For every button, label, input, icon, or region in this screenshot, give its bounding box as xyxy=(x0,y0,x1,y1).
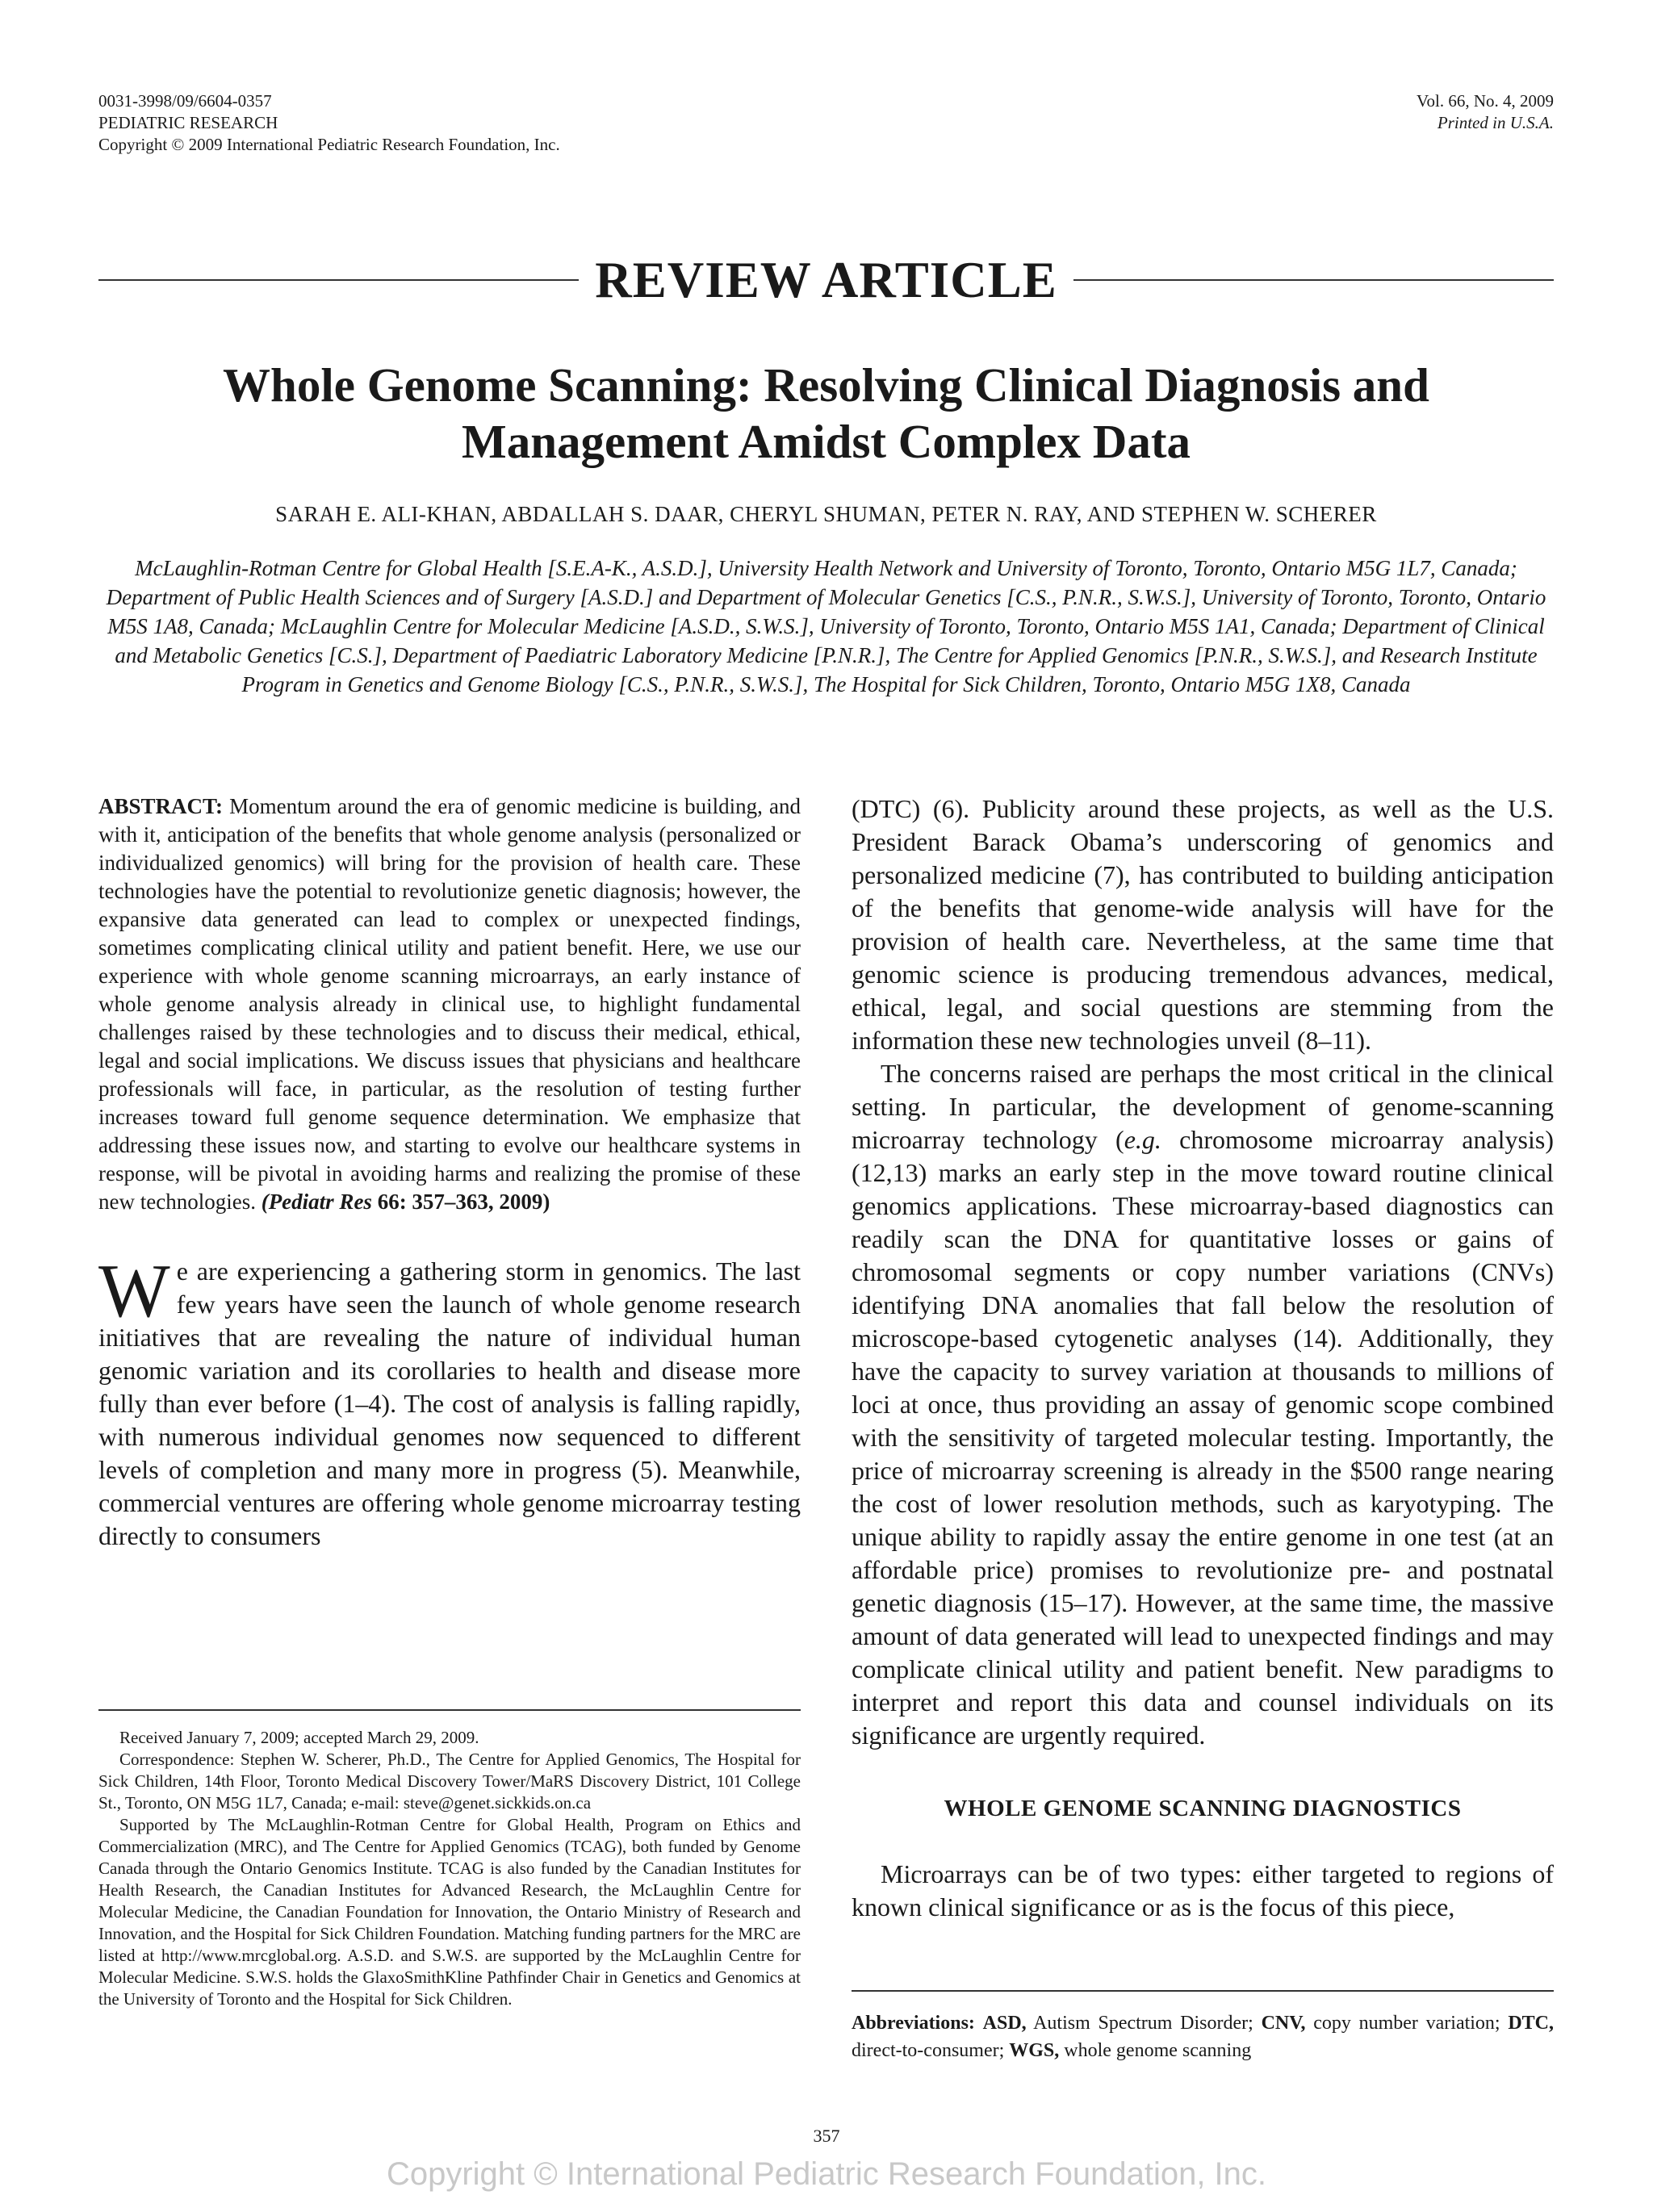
body-paragraph-1: (DTC) (6). Publicity around these projects, as well as the U.S. President Barack Obama’s underscoring of genomics and personalized medicine (7), has contributed to building anticipation of the benefits that genome-wide analysis will have for the provision of health care. Nevertheless, at the same time that genomic science is producing tremendous advances, medical, ethical, legal, and social questions are stemming from the information these new technologies unveil (8–11). xyxy=(852,794,1554,1055)
abbr-cnv: CNV, xyxy=(1261,2013,1306,2034)
drop-cap: W xyxy=(98,1249,170,1333)
abstract xyxy=(98,792,801,1216)
affiliations: McLaughlin-Rotman Centre for Global Health [S.E.A-K., A.S.D.], University Health Network and University of Toronto, Toronto, Ontario M5G 1L7, Canada; Department of Public Health Sciences and of Surgery [A.S.D.] and Department of Molecular Genetics [C.S., P.N.R., S.W.S.], University of Toronto, Toronto, Ontario M5S 1A8, Canada; McLaughlin Centre for Molecular Medicine [A.S.D., S.W.S.], University of Toronto, Toronto, Ontario M5S 1A1, Canada; Department of Clinical and Metabolic Genetics [C.S.], Department of Paediatric Laboratory Medicine [P.N.R.], The Centre for Applied Genomics [P.N.R., S.W.S.], and Research Institute Program in Genetics and Genome Biology [C.S., P.N.R., S.W.S.], The Hospital for Sick Children, Toronto, Ontario M5G 1X8, Canada xyxy=(106,556,1546,696)
citation-journal: (Pediatr Res xyxy=(261,1190,372,1214)
abbr-wgs-def: whole genome scanning xyxy=(1059,2040,1252,2061)
body-paragraph-2 xyxy=(852,1057,1554,1752)
abbreviations-label: Abbreviations: xyxy=(852,2013,975,2034)
paragraph-2-text-a: The concerns raised are perhaps the most critical in the clinical setting. In particular, the development of genome-scanning microarray technology ( xyxy=(852,1059,1554,1154)
paragraph-2-text-b: chromosome microarray analysis) (12,13) marks an early step in the move toward routine clinical genomics applications. These microarray-based diagnostics can readily scan the DNA for quantitative losses or gains of chromosomal segments or copy number variations (CNVs) identifying DNA anomalies that fall below the resolution of microscope-based cytogenetic analyses (14). Additionally, they have the capacity to survey variation at thousands to millions of loci at once, thus providing an assay of genomic scope combined with the sensitivity of targeted molecular testing. Importantly, the price of microarray screening is already in the $500 range nearing the cost of lower resolution methods, such as karyotyping. The unique ability to rapidly assay the entire genome in one test (at an affordable price) promises to revolutionize pre- and postnatal genetic diagnosis (15–17). However, at the same time, the massive amount of data generated will lead to unexpected findings and may complicate clinical utility and patient benefit. New paradigms to interpret and report this data and counsel individuals on its significance are urgently required. xyxy=(852,1125,1555,1750)
author-list: SARAH E. ALI-KHAN, ABDALLAH S. DAAR, CHERYL SHUMAN, PETER N. RAY, AND STEPHEN W. SCHERER xyxy=(275,502,1377,526)
footnote-received: Received January 7, 2009; accepted March 29, 2009. xyxy=(119,1728,479,1747)
intro-text: e are experiencing a gathering storm in genomics. The last few years have seen the launch of whole genome research initiatives that are revealing the nature of individual human genomic variation and its corollaries to health and disease more fully than ever before (1–4). The cost of analysis is falling rapidly, with numerous individual genomes now sequenced to different levels of completion and many more in progress (5). Meanwhile, commercial ventures are offering whole genome microarray testing directly to consumers xyxy=(98,1257,801,1550)
section-heading: WHOLE GENOME SCANNING DIAGNOSTICS xyxy=(944,1796,1462,1821)
left-column xyxy=(98,792,801,1553)
title-line-2: Management Amidst Complex Data xyxy=(462,415,1191,468)
printed-in: Printed in U.S.A. xyxy=(1437,113,1554,132)
paragraph-2-eg: e.g. xyxy=(1124,1125,1161,1154)
abbr-wgs: WGS, xyxy=(1009,2040,1060,2061)
article-title xyxy=(98,357,1554,470)
citation-details: 66: 357–363, 2009) xyxy=(377,1190,550,1214)
footnote-rule xyxy=(98,1709,801,1711)
running-header-right xyxy=(1417,90,1554,134)
abbreviations xyxy=(852,2009,1554,2064)
footnote-support: Supported by The McLaughlin-Rotman Centre for Global Health, Program on Ethics and Commercialization (MRC), and The Centre for Applied Genomics (TCAG), both funded by Genome Canada through the Ontario Genomics Institute. TCAG is also funded by the Canadian Institutes for Health Research, the Canadian Institutes for Advanced Research, the McLaughlin Centre for Molecular Medicine, the Canadian Foundation for Innovation, the Ontario Ministry of Research and Innovation, and the Hospital for Sick Children Foundation. Matching funding partners for the MRC are listed at http://www.mrcglobal.org. A.S.D. and S.W.S. are supported by the McLaughlin Centre for Molecular Medicine. S.W.S. holds the GlaxoSmithKline Pathfinder Chair in Genetics and Genomics at the University of Toronto and the Hospital for Sick Children. xyxy=(98,1815,801,2009)
right-column xyxy=(852,792,1554,1924)
abstract-label: ABSTRACT: xyxy=(98,794,224,818)
abbr-dtc-def: direct-to-consumer; xyxy=(852,2040,1010,2061)
footnote-correspondence: Correspondence: Stephen W. Scherer, Ph.D., The Centre for Applied Genomics, The Hospital for Sick Children, 14th Floor, Toronto Medical Discovery Tower/MaRS Discovery District, 101 College St., Toronto, ON M5G 1L7, Canada; e-mail: steve@genet.sickkids.on.ca xyxy=(98,1750,801,1813)
page-number: 357 xyxy=(813,2126,840,2146)
intro-paragraph xyxy=(98,1249,801,1553)
abstract-citation xyxy=(262,1190,550,1214)
abbr-asd: ASD, xyxy=(982,2013,1027,2034)
article-type: REVIEW ARTICLE xyxy=(595,251,1057,308)
abbreviations-box xyxy=(852,1990,1554,2064)
copyright-watermark: Copyright © International Pediatric Research Foundation, Inc. xyxy=(386,2156,1267,2192)
body-paragraph-3: Microarrays can be of two types: either targeted to regions of known clinical significance or as is the focus of this piece, xyxy=(852,1859,1554,1921)
banner-rule-left xyxy=(98,279,579,281)
volume-issue: Vol. 66, No. 4, 2009 xyxy=(1417,91,1554,111)
title-line-1: Whole Genome Scanning: Resolving Clinical Diagnosis and xyxy=(223,358,1429,412)
banner-rule-right xyxy=(1073,279,1554,281)
issn-code: 0031-3998/09/6604-0357 xyxy=(98,91,272,111)
abbreviations-rule xyxy=(852,1990,1554,1992)
running-header-left xyxy=(98,90,560,156)
abstract-text: Momentum around the era of genomic medicine is building, and with it, anticipation of the benefits that whole genome analysis (personalized or individualized genomics) will bring for the provision of health care. These technologies have the potential to revolutionize genetic diagnosis; however, the expansive data generated can lead to complex or unexpected findings, sometimes complicating clinical utility and patient benefit. Here, we use our experience with whole genome scanning microarrays, an early instance of whole genome analysis already in clinical use, to highlight fundamental challenges raised by these technologies and to discuss their medical, ethical, legal and social implications. We discuss issues that physicians and healthcare professionals will face, in particular, as the resolution of testing further increases toward full genome sequence determination. We emphasize that addressing these issues now, and starting to evolve our healthcare systems in response, will be pivotal in avoiding harms and realizing the promise of these new technologies. xyxy=(98,794,801,1214)
abbr-asd-def: Autism Spectrum Disorder; xyxy=(1026,2013,1262,2034)
article-type-banner xyxy=(98,252,1554,308)
copyright-line: Copyright © 2009 International Pediatric Research Foundation, Inc. xyxy=(98,135,560,154)
abbr-cnv-def: copy number variation; xyxy=(1305,2013,1509,2034)
footnotes xyxy=(98,1709,801,2010)
abbr-dtc: DTC, xyxy=(1508,2013,1554,2034)
journal-name: PEDIATRIC RESEARCH xyxy=(98,113,278,132)
